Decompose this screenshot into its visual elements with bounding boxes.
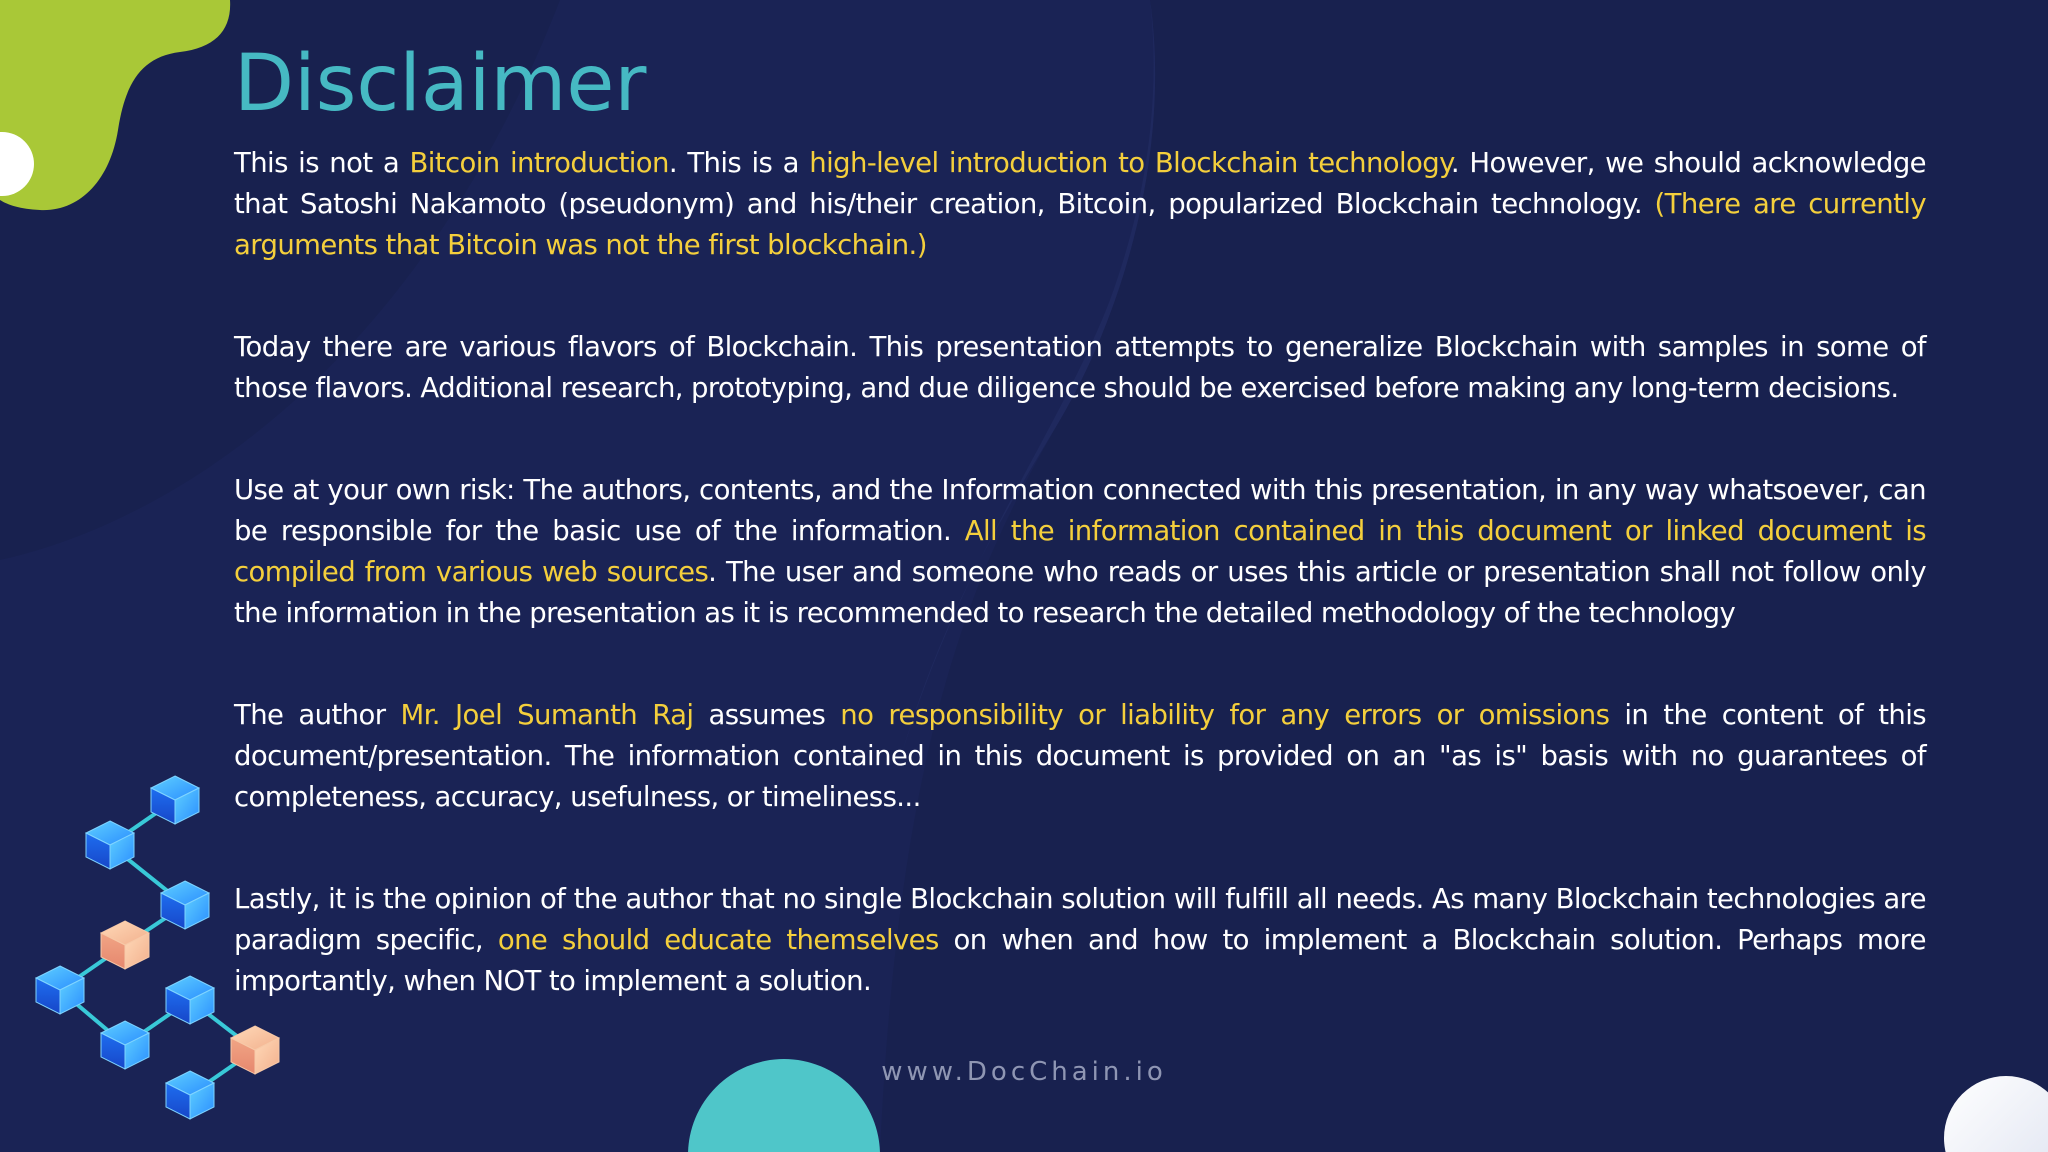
page-title: Disclaimer <box>234 39 647 129</box>
body-text: Lastly, it is the opinion of the author that no single Blockchain solution will fulfill all needs. As many Blockchain technologies are paradigm specific, <box>234 883 1926 956</box>
body-text: in the content of this document/presentation. The information contained in this document is provided on an "as is" basis with no guarantees of completeness, accuracy, usefulness, or timeliness... <box>234 699 1926 813</box>
highlighted-text: one should educate themselves <box>497 924 939 956</box>
cube-icon <box>101 921 149 969</box>
highlighted-text: (There are currently arguments that Bitcoin was not the first blockchain.) <box>234 188 1926 261</box>
highlighted-text: Mr. Joel Sumanth Raj <box>400 699 694 731</box>
body-text: Use at your own risk: The authors, contents, and the Information connected with this presentation, in any way whatsoever, can be responsible for the basic use of the information. <box>234 474 1926 547</box>
cube-icon <box>151 776 199 824</box>
highlighted-text: no responsibility or liability for any errors or omissions <box>840 699 1610 731</box>
disclaimer-paragraph <box>234 143 1926 266</box>
body-text: The author <box>234 699 401 731</box>
cube-icon <box>166 976 214 1024</box>
green-blob-decoration <box>0 0 240 220</box>
highlighted-text: high-level introduction to Blockchain technology <box>809 147 1451 179</box>
body-text: Today there are various flavors of Blockchain. This presentation attempts to generalize Blockchain with samples in some of those flavors. Additional research, prototyping, and due diligence should be exercised before making any long-term decisions. <box>234 331 1926 404</box>
footer-url: www.DocChain.io <box>881 1057 1167 1087</box>
disclaimer-paragraph <box>234 470 1926 634</box>
body-text: on when and how to implement a Blockchain solution. Perhaps more importantly, when NOT to implement a solution. <box>234 924 1926 997</box>
disclaimer-paragraph <box>234 327 1926 409</box>
highlighted-text: All the information contained in this document or linked document is compiled from various web sources <box>234 515 1927 588</box>
body-text: This is not a <box>234 147 410 179</box>
body-text: . The user and someone who reads or uses this article or presentation shall not follow only the information in the presentation as it is recommended to research the detailed methodology of the technology <box>234 556 1926 629</box>
disclaimer-body <box>234 143 1926 1063</box>
disclaimer-paragraph <box>234 695 1926 818</box>
cube-icon <box>161 881 209 929</box>
body-text: . This is a <box>668 147 810 179</box>
body-text: assumes <box>693 699 841 731</box>
highlighted-text: Bitcoin introduction <box>409 147 669 179</box>
cube-icon <box>86 821 134 869</box>
body-text: . However, we should acknowledge that Satoshi Nakamoto (pseudonym) and his/their creation, Bitcoin, popularized Blockchain technology. <box>234 147 1926 220</box>
disclaimer-paragraph <box>234 879 1926 1002</box>
